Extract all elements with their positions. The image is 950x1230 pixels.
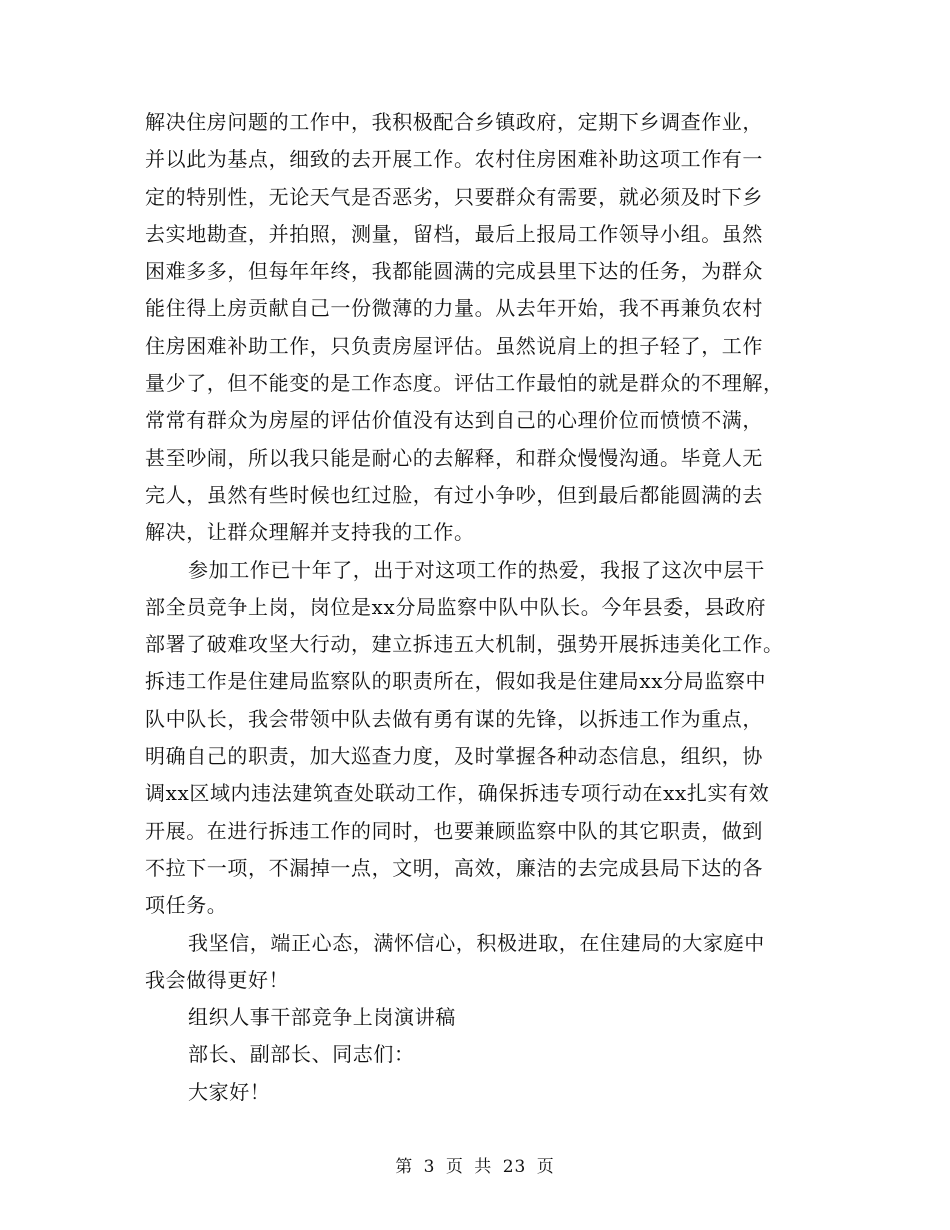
text-line: 开展。在进行拆违工作的同时，也要兼顾监察中队的其它职责，做到 [145,818,763,843]
text-line: 部署了破难攻坚大行动，建立拆违五大机制，强势开展拆违美化工作。 [145,632,784,657]
text-line: 常常有群众为房屋的评估价值没有达到自己的心理价位而愤愤不满， [145,408,763,433]
text-line: 部全员竞争上岗，岗位是xx分局监察中队中队长。今年县委，县政府 [145,594,767,619]
text-line: 我会做得更好！ [145,967,290,992]
text-line: 并以此为基点，细致的去开展工作。农村住房困难补助这项工作有一 [145,147,763,172]
text-line: 完人，虽然有些时候也红过脸，有过小争吵，但到最后都能圆满的去 [145,482,763,507]
text-line: 调xx区域内违法建筑查处联动工作，确保拆违专项行动在xx扎实有效 [145,781,770,806]
text-line: 量少了，但不能变的是工作态度。评估工作最怕的就是群众的不理解， [145,371,784,396]
text-line: 拆违工作是住建局监察队的职责所在，假如我是住建局xx分局监察中 [145,669,767,694]
footer-total-pages: 23 [502,1157,527,1177]
text-line: 解决，让群众理解并支持我的工作。 [145,520,475,545]
footer-label-unit-end: 页 [536,1157,555,1177]
text-line: 甚至吵闹，所以我只能是耐心的去解释，和群众慢慢沟通。毕竟人无 [145,445,763,470]
text-line: 明确自己的职责，加大巡查力度，及时掌握各种动态信息，组织，协 [145,744,763,769]
text-line: 组织人事干部竞争上岗演讲稿 [188,1005,456,1030]
text-line: 住房困难补助工作，只负责房屋评估。虽然说肩上的担子轻了，工作 [145,333,763,358]
text-line: 参加工作已十年了，出于对这项工作的热爱，我报了这次中层干 [188,557,765,582]
text-line: 不拉下一项，不漏掉一点，文明，高效，廉洁的去完成县局下达的各 [145,855,763,880]
text-line: 大家好！ [188,1079,271,1104]
text-line: 能住得上房贡献自己一份微薄的力量。从去年开始，我不再兼负农村 [145,296,763,321]
text-line: 定的特别性，无论天气是否恶劣，只要群众有需要，就必须及时下乡 [145,184,763,209]
footer-current-page: 3 [423,1157,436,1177]
text-line: 解决住房问题的工作中，我积极配合乡镇政府，定期下乡调查作业， [145,110,763,134]
document-body [145,104,815,1111]
footer-label-unit: 页 [445,1157,464,1177]
text-line: 部长、副部长、同志们： [188,1042,415,1067]
text-line: 去实地勘查，并拍照，测量，留档，最后上报局工作领导小组。虽然 [145,221,763,246]
text-line: 困难多多，但每年年终，我都能圆满的完成县里下达的任务，为群众 [145,259,763,284]
text-line: 项任务。 [145,893,228,918]
text-line: 队中队长，我会带领中队去做有勇有谋的先锋，以拆违工作为重点， [145,706,763,731]
page-footer [0,1152,950,1177]
footer-label-total: 共 [474,1157,493,1177]
text-line: 我坚信，端正心态，满怀信心，积极进取，在住建局的大家庭中 [188,930,765,955]
footer-label-page: 第 [395,1157,414,1177]
